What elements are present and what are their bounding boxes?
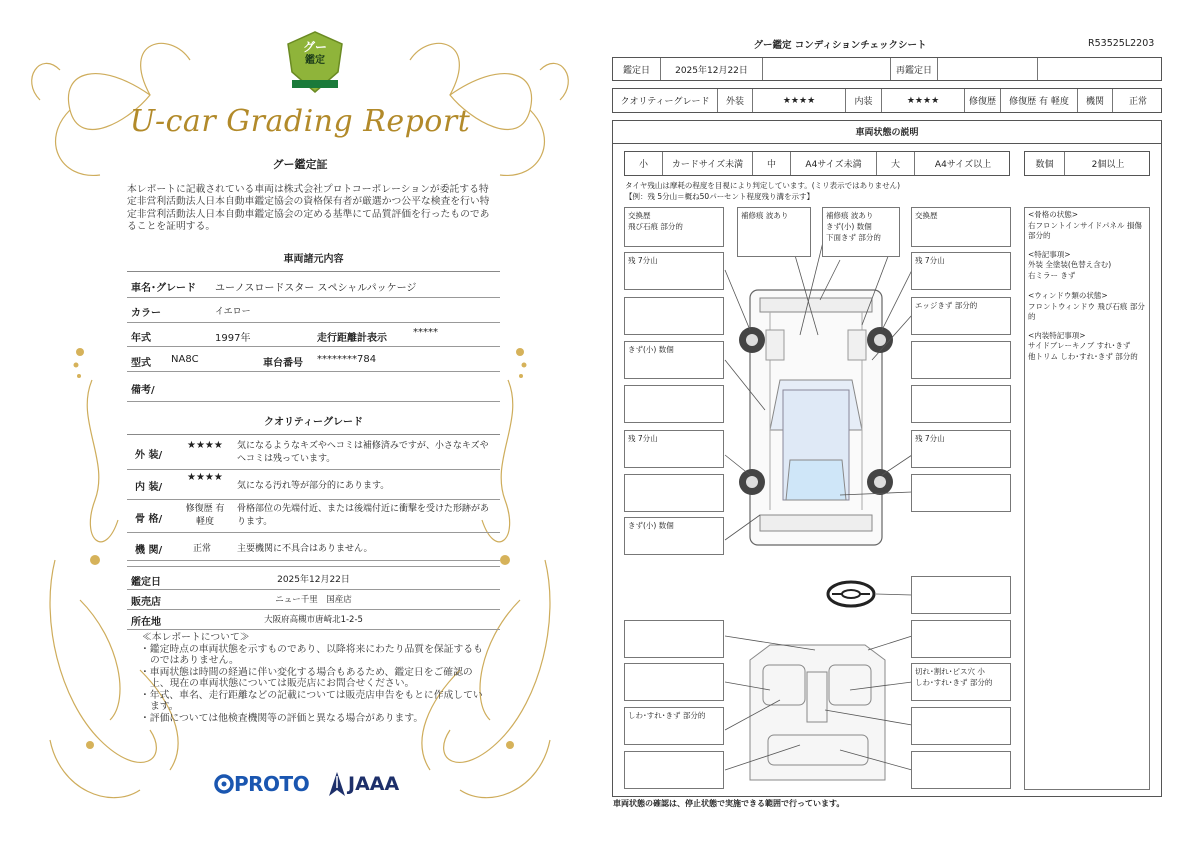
model-label: 型式 bbox=[131, 358, 151, 369]
certificate-body: 本レポートに記載されている車両は株式会社プロトコーポレーションが委託する特定非営利活動法人日本自動車鑑定協会の資格保有者が厳選かつ公平な検査を行い特定非営利活動法人日本自動車鑑定協会の定める基準にて品質評価を行ったものであることを証明する。 bbox=[127, 184, 490, 232]
note-box-bonnet-left: 補修痕 波あり bbox=[737, 207, 811, 257]
notes-heading: ≪本レポートについて≫ bbox=[142, 632, 250, 643]
name-label: 車名･グレード bbox=[131, 283, 196, 294]
grade-label: 骨 格/ bbox=[135, 514, 163, 525]
color-value: イエロー bbox=[215, 307, 251, 317]
note-box-trim: しわ･すれ･きず 部分的 bbox=[624, 707, 724, 745]
state-heading: 車両状態の説明 bbox=[612, 120, 1162, 144]
note-box-l4 bbox=[624, 385, 724, 423]
remarks-row bbox=[127, 372, 500, 402]
jaaa-logo-icon bbox=[327, 770, 347, 798]
grade-row-frame bbox=[127, 500, 500, 533]
side-note-line: <内装特記事項> bbox=[1028, 330, 1086, 340]
side-note-line: 他トリム しわ･すれ･きず 部分的 bbox=[1028, 351, 1138, 361]
date-label: 鑑定日 bbox=[131, 577, 161, 588]
size-small-value: カードサイズ未満 bbox=[663, 152, 753, 175]
year-value: 1997年 bbox=[215, 333, 251, 344]
tire-note-line2: 【例：残 5分山＝概ね50パーセント程度残り溝を示す】 bbox=[625, 192, 815, 201]
note-box-r6 bbox=[911, 474, 1011, 512]
note-box-tire-rl: 残 7分山 bbox=[624, 430, 724, 468]
sheet-id: R53525L2203 bbox=[1088, 38, 1155, 49]
badge-line2: 鑑定 bbox=[305, 55, 325, 66]
note-box-front-right: 交換歴 bbox=[911, 207, 1011, 247]
note-box-rear-left: きず(小) 数個 bbox=[624, 517, 724, 555]
chassis-value: ********784 bbox=[317, 354, 377, 365]
model-value: NA8C bbox=[171, 354, 199, 365]
proto-logo: PROTO bbox=[234, 772, 310, 796]
grade-label: 外 装/ bbox=[135, 450, 163, 461]
note-item: ・年式、車名、走行距離などの記載については販売店申告をもとに作成しています。 bbox=[140, 689, 483, 712]
grade-label: 内 装/ bbox=[135, 482, 163, 493]
report-notes bbox=[142, 632, 492, 724]
note-box-door-left: きず(小) 数個 bbox=[624, 341, 724, 379]
note-item: ・鑑定時点の車両状態を示すものであり、以降将来にわたり品質を保証するものではありません。 bbox=[140, 643, 483, 666]
size-large-key: 大 bbox=[877, 152, 915, 175]
repair-value: 修復歴 有 軽度 bbox=[1001, 89, 1078, 112]
color-label: カラー bbox=[131, 308, 161, 319]
grade-value: 正常 bbox=[193, 544, 212, 554]
date-label: 鑑定日 bbox=[613, 58, 661, 80]
repair-label: 修復歴 bbox=[965, 89, 1001, 112]
engine-label: 機関 bbox=[1078, 89, 1113, 112]
remarks-label: 備考/ bbox=[131, 385, 155, 396]
count-label: 数個 bbox=[1025, 152, 1065, 175]
side-note-line: <特記事項> bbox=[1028, 249, 1071, 259]
interior-label: 内装 bbox=[846, 89, 882, 112]
interior-value: ★★★★ bbox=[882, 89, 965, 112]
grade-desc: 気になる汚れ等が部分的にあります。 bbox=[237, 481, 390, 491]
name-row bbox=[127, 273, 500, 298]
note-box-i1 bbox=[624, 620, 724, 658]
address-value: 大阪府高槻市唐崎北1-2-5 bbox=[264, 615, 363, 625]
side-note-line: <ウィンドウ類の状態> bbox=[1028, 291, 1108, 300]
exterior-value: ★★★★ bbox=[753, 89, 846, 112]
note-box-fender-right: エッジきず 部分的 bbox=[911, 297, 1011, 335]
grade-value: 修復歴 有 軽度 bbox=[185, 504, 225, 527]
chassis-label: 車台番号 bbox=[263, 358, 303, 369]
quality-label: クオリティーグレード bbox=[613, 89, 718, 112]
badge-text bbox=[296, 40, 334, 68]
quality-heading: クオリティーグレード bbox=[127, 413, 500, 435]
grade-row-exterior bbox=[127, 436, 500, 470]
note-box-tire-fr: 残 7分山 bbox=[911, 252, 1011, 290]
side-note-line: 右フロントインサイドパネル 損傷 bbox=[1028, 220, 1142, 230]
note-box-i6 bbox=[911, 707, 1011, 745]
note-item: ・評価については他検査機関等の評価と異なる場合があります。 bbox=[140, 712, 424, 724]
grade-row-interior bbox=[127, 470, 500, 500]
sheet-footer: 車両状態の確認は、停止状態で実施できる範囲で行っています。 bbox=[613, 799, 845, 808]
proto-logo-icon bbox=[214, 773, 234, 797]
year-row bbox=[127, 323, 500, 347]
address-label: 所在地 bbox=[131, 617, 161, 628]
side-note-spacer bbox=[1028, 281, 1146, 291]
note-box-r3 bbox=[911, 341, 1011, 379]
address-row bbox=[127, 610, 500, 630]
grade-value: ★★★★ bbox=[187, 472, 223, 483]
grade-label: 機 関/ bbox=[135, 545, 163, 556]
badge-line1: グー bbox=[302, 40, 327, 54]
size-medium-key: 中 bbox=[753, 152, 791, 175]
spec-heading: 車両諸元内容 bbox=[127, 250, 500, 272]
size-small-key: 小 bbox=[625, 152, 663, 175]
note-box-i7 bbox=[624, 751, 724, 789]
size-medium-value: A4サイズ未満 bbox=[791, 152, 877, 175]
shop-row bbox=[127, 590, 500, 610]
grade-row-engine bbox=[127, 533, 500, 561]
grade-desc: 気になるようなキズやヘコミは補修済みですが、小さなキズやヘコミは残っています。 bbox=[237, 441, 489, 464]
shop-label: 販売店 bbox=[131, 597, 161, 608]
side-note-line: 部分的 bbox=[1028, 231, 1051, 240]
mileage-value: ***** bbox=[413, 327, 438, 338]
grade-desc: 骨格部位の先端付近、または後端付近に衝撃を受けた形跡があります。 bbox=[237, 504, 490, 527]
grade-desc: 主要機関に不具合はありません。 bbox=[237, 544, 373, 554]
side-note-spacer bbox=[1028, 323, 1146, 331]
sheet-title: グー鑑定 コンディションチェックシート bbox=[753, 40, 927, 51]
side-notes-panel bbox=[1024, 207, 1150, 790]
side-note-spacer bbox=[1028, 242, 1146, 250]
note-box-l6 bbox=[624, 474, 724, 512]
note-box-seat: 切れ･割れ･ピス穴 小 しわ･すれ･きず 部分的 bbox=[911, 663, 1011, 701]
side-note-line: サイドブレーキノブ すれ･きず bbox=[1028, 341, 1131, 350]
note-box-i3 bbox=[624, 663, 724, 701]
exterior-label: 外装 bbox=[718, 89, 753, 112]
note-item: ・車両状態は時間の経過に伴い変化する場合もあるため、鑑定日をご確認の上、現在の車両状態については販売店にお問合せください。 bbox=[140, 666, 473, 689]
note-box-l2 bbox=[624, 297, 724, 335]
date-value: 2025年12月22日 bbox=[661, 58, 763, 80]
note-box-tire-fl: 残 7分山 bbox=[624, 252, 724, 290]
redate-label: 再鑑定日 bbox=[891, 58, 938, 80]
note-box-i2 bbox=[911, 620, 1011, 658]
note-box-bonnet-right: 補修痕 波あり きず(小) 数個 下面きず 部分的 bbox=[822, 207, 900, 257]
certificate-heading: グー鑑定証 bbox=[272, 158, 328, 171]
year-label: 年式 bbox=[131, 333, 151, 344]
color-row bbox=[127, 298, 500, 323]
script-title: U-car Grading Report bbox=[129, 104, 471, 139]
mileage-label: 走行距離計表示 bbox=[317, 333, 387, 344]
grade-value: ★★★★ bbox=[187, 440, 223, 451]
count-value: 2個以上 bbox=[1091, 160, 1125, 170]
note-box-i8 bbox=[911, 751, 1011, 789]
side-note-line: 右ミラー きず bbox=[1028, 270, 1076, 280]
jaaa-logo: JAAA bbox=[348, 773, 400, 795]
note-box-front-left: 交換歴 飛び石痕 部分的 bbox=[624, 207, 724, 247]
car-interior-icon bbox=[750, 645, 885, 780]
note-box-r4 bbox=[911, 385, 1011, 423]
check-sheet-page bbox=[600, 0, 1200, 848]
tire-note-line1: タイヤ残山は摩耗の程度を目視により判定しています。(ミリ表示ではありません) bbox=[625, 181, 901, 190]
size-large-value: A4サイズ以上 bbox=[934, 160, 992, 170]
steering-wheel-icon bbox=[828, 582, 874, 606]
name-value: ユーノスロードスター スペシャルパッケージ bbox=[215, 283, 417, 294]
side-note-line: <骨格の状態> bbox=[1028, 210, 1079, 219]
note-box-tire-rr: 残 7分山 bbox=[911, 430, 1011, 468]
model-row bbox=[127, 347, 500, 372]
note-box-steering bbox=[911, 576, 1011, 614]
side-note-line: 外装 全塗装(色替え含む) bbox=[1028, 260, 1112, 269]
shop-value: ニュー千里 国産店 bbox=[275, 595, 352, 605]
date-row bbox=[127, 566, 500, 590]
engine-value: 正常 bbox=[1128, 97, 1147, 107]
side-note-line: フロントウィンドウ 飛び石痕 部分的 bbox=[1028, 301, 1145, 321]
date-value: 2025年12月22日 bbox=[277, 575, 350, 585]
